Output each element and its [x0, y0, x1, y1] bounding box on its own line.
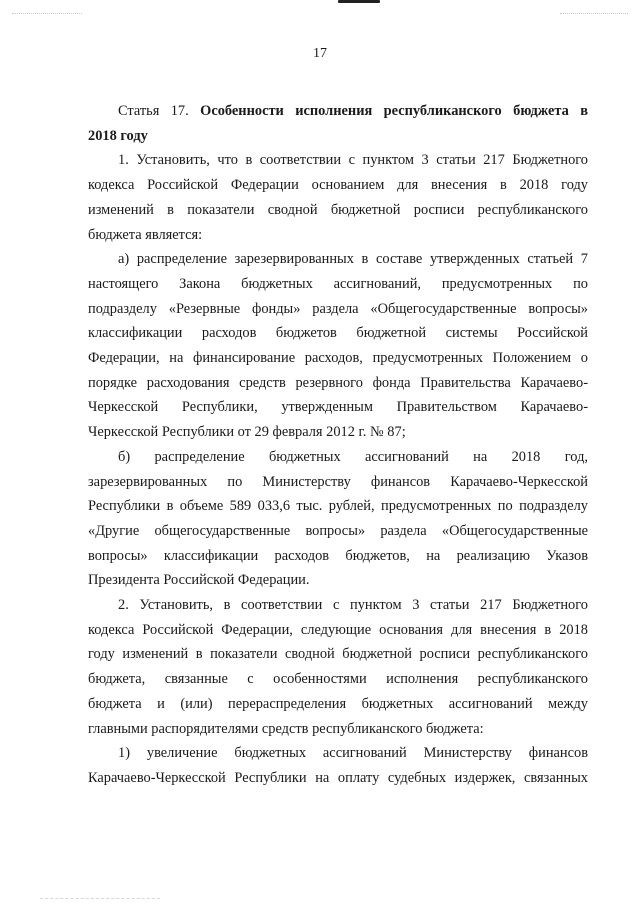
text-line: Республики в объеме 589 033,6 тыс. рублей, предусмотренных по подразделу	[88, 498, 588, 515]
text-line: бюджета является:	[88, 226, 203, 243]
text-line: году изменений в показатели сводной бюджетной росписи республиканского	[88, 646, 588, 663]
document-body	[88, 99, 588, 791]
page-number: 17	[313, 46, 327, 61]
text-line: главными распорядителями средств республиканского бюджета:	[88, 720, 484, 737]
text-line: 1. Установить, что в соответствии с пунктом 3 статьи 217 Бюджетного	[118, 152, 588, 169]
text-line: кодекса Российской Федерации основанием для внесения в 2018 году	[88, 177, 588, 194]
text-line: Президента Российской Федерации.	[88, 572, 310, 589]
text-line: кодекса Российской Федерации, следующие основания для внесения в 2018	[88, 621, 588, 638]
text-line: настоящего Закона бюджетных ассигнований, предусмотренных по	[88, 275, 588, 292]
article-title-line2-row	[88, 124, 588, 149]
scan-artifact-dots-left	[12, 13, 82, 15]
text-line: Федерации, на финансирование расходов, предусмотренных Положением о	[88, 350, 588, 367]
text-line: 1) увеличение бюджетных ассигнований Министерству финансов	[118, 745, 588, 762]
scan-artifact-dots-right	[560, 13, 628, 15]
text-line: подразделу «Резервные фонды» раздела «Общегосударственные вопросы»	[88, 300, 588, 317]
scan-artifact-dots-bottom	[40, 898, 160, 900]
text-line: классификации расходов бюджетов бюджетной системы Российской	[88, 325, 588, 342]
text-line: а) распределение зарезервированных в составе утвержденных статьей 7	[118, 251, 588, 268]
text-line: бюджета, связанные с особенностями исполнения республиканского	[88, 671, 588, 688]
text-line: «Другие общегосударственные вопросы» раздела «Общегосударственные	[88, 522, 588, 539]
text-line: изменений в показатели сводной бюджетной росписи республиканского	[88, 201, 588, 218]
text-line: бюджета и (или) перераспределения бюджетных ассигнований между	[88, 695, 588, 712]
article-title-line1: Особенности исполнения республиканского бюджета в	[200, 103, 588, 119]
scan-artifact-mark	[338, 0, 380, 3]
text-line: Черкесской Республики, утвержденным Правительством Карачаево-	[88, 399, 588, 416]
text-line: Карачаево-Черкесской Республики на оплату судебных издержек, связанных	[88, 769, 588, 786]
article-title-line2: 2018 году	[88, 127, 148, 144]
article-heading	[88, 99, 588, 124]
text-line: порядке расходования средств резервного фонда Правительства Карачаево-	[88, 374, 588, 391]
text-line: 2. Установить, в соответствии с пунктом 3 статьи 217 Бюджетного	[118, 597, 588, 614]
text-lines	[88, 148, 588, 790]
text-line: б) распределение бюджетных ассигнований на 2018 год,	[118, 448, 588, 465]
text-line: вопросы» классификации расходов бюджетов, на реализацию Указов	[88, 547, 588, 564]
text-line: Черкесской Республики от 29 февраля 2012 г. № 87;	[88, 424, 406, 441]
text-line: зарезервированных по Министерству финансов Карачаево-Черкесской	[88, 473, 588, 490]
article-prefix: Статья 17.	[118, 103, 189, 119]
